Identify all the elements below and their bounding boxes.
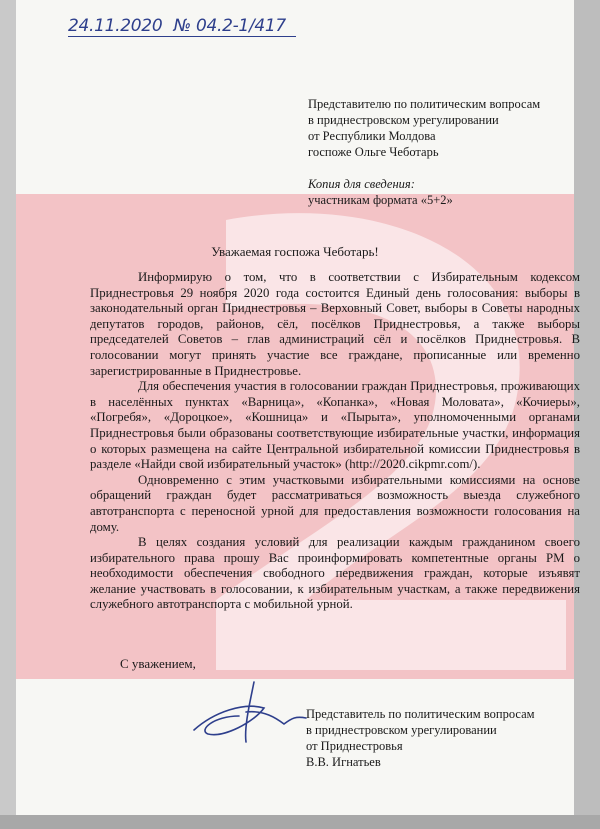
letter-sheet	[16, 0, 580, 815]
addressee-block	[308, 96, 540, 160]
body-paragraph: Информирую о том, что в соответствии с Избирательным кодексом Приднестровья 29 ноября 2020 года состоится Единый день голосования: выборы в законодательный орган Приднестровья – Верховный Совет, выборы в Советы народных депутатов городов, районов, сёл, посёлков Приднестровья, а также выборы председателей Советов – глав администраций сёл и посёлков Приднестровья. В голосовании могут принять участие все граждане, прописанные или временно зарегистрированные в Приднестровье.	[90, 270, 580, 378]
stamp-date: 24.11.2020	[68, 16, 163, 36]
scan-edge-left	[0, 0, 16, 829]
salutation: Уважаемая госпожа Чеботарь!	[211, 244, 379, 259]
letter-body	[90, 270, 580, 613]
signer-line: в приднестровском урегулировании	[306, 723, 497, 737]
signer-line: от Приднестровья	[306, 739, 403, 753]
signer-block	[306, 706, 535, 770]
handwritten-signature	[184, 672, 314, 752]
addressee-line: в приднестровском урегулировании	[308, 113, 499, 127]
addressee-line: госпоже Ольге Чеботарь	[308, 145, 439, 159]
addressee-line: от Республики Молдова	[308, 129, 436, 143]
copy-label: Копия для сведения:	[308, 177, 415, 191]
scan-edge-bottom	[0, 815, 600, 829]
stamp-number: № 04.2-1/417	[173, 16, 286, 36]
body-paragraph: В целях создания условий для реализации каждым гражданином своего избирательного права прошу Вас проинформировать компетентные органы РМ о необходимости обеспечения свободного передвижения граждан, которые изъявят желание участвовать в голосовании, к избирательным участкам, а также передвижения служебного автотранспорта с мобильной урной.	[90, 535, 580, 612]
registration-stamp	[68, 16, 286, 36]
copy-recipient: участникам формата «5+2»	[308, 193, 453, 207]
addressee-line: Представителю по политическим вопросам	[308, 97, 541, 111]
body-paragraph: Для обеспечения участия в голосовании граждан Приднестровья, проживающих в населённых пунктах «Варница», «Копанка», «Новая Моловата», «Кочиеры», «Погребя», «Дороцкое», «Кошница» и «Пырыта», уполномоченными органами Приднестровья были образованы соответствующие избирательные участки, информация о которых размещена на сайте Центральной избирательной комиссии Приднестровья в разделе «Найди свой избирательный участок» (http://2020.cikpmr.com/).	[90, 379, 580, 472]
stamp-underline	[68, 36, 296, 37]
copy-block	[308, 176, 453, 208]
signer-line: Представитель по политическим вопросам	[306, 707, 535, 721]
closing: С уважением,	[120, 656, 196, 671]
signer-name: В.В. Игнатьев	[306, 755, 381, 769]
body-paragraph: Одновременно с этим участковыми избирательными комиссиями на основе обращений граждан будет рассматриваться возможность выезда служебного автотранспорта с переносной урной для предоставления возможности голосования на дому.	[90, 472, 580, 534]
